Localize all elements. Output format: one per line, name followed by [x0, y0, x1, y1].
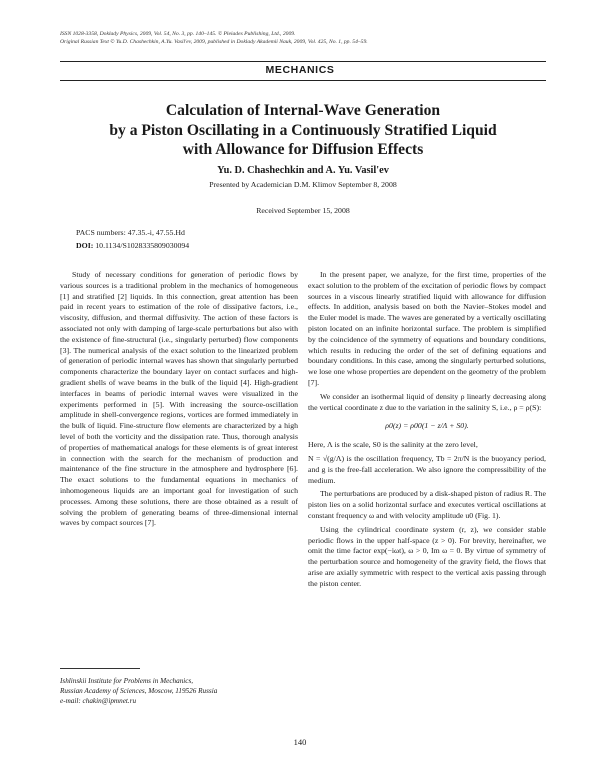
- pacs-block: [76, 226, 189, 252]
- journal-header: [60, 31, 540, 46]
- affiliation-footnote: [60, 676, 217, 706]
- right-paragraph-1: In the present paper, we analyze, for the first time, properties of the exact solution to the problem of the excitation of periodic flows by compact sources in a viscous linearly stratified liquid with allowance for diffusion effects. In addition, analysis based on both the Navier–Stokes model and the Euler model is made. The waves are generated by a vertically oscillating piston located on an infinite horizontal surface. The problem is simplified by the coincidence of the symmetry of equations and boundary conditions, which results in reducing the order of the set of defining equations and boundary conditions. In this case, among the singularly perturbed solutions, we lose one whose properties are dependent on the geometry of the problem [7].: [308, 270, 546, 387]
- footnote-line-2: Russian Academy of Sciences, Moscow, 119526 Russia: [60, 687, 218, 695]
- section-rule-top: [60, 61, 546, 62]
- right-paragraph-3: Here, Λ is the scale, S0 is the salinity at the zero level,: [308, 440, 478, 450]
- section-heading: MECHANICS: [265, 64, 335, 76]
- right-paragraph-6: Using the cylindrical coordinate system (r, z), we consider stable periodic flows in the upper half-space (z > 0). For brevity, hereinafter, we omit the time factor exp(−iωt), ω > 0, Im ω = 0. By virtue of symmetry of the perturbation source and homogeneity of the gravity field, the flows that arise are axially symmetric with respect to the vertical axis passing through the piston center.: [308, 524, 546, 588]
- left-paragraph-1: Study of necessary conditions for generation of periodic flows by various sources is a traditional problem in the mechanics of homogeneous [1] and stratified [2] liquids. In this connection, great attention has been paid in recent years to estimation of the role of dissipative factors, i.e., viscosity, diffusion, and thermal diffusivity. The action of these factors is associated not only with damping of large-scale perturbations but also with the existence of fine-structural (i.e., singularly perturbed) flow components [3]. The numerical analysis of the exact solution to the linearized problem of generation of periodic internal waves has shown that singularly perturbed components characterize the boundary layer on contact surfaces and high-gradient shells of wave beams in the bulk of the liquid [4]. High-gradient interfaces in beams of periodic internal waves were visualized in the experiments performed in [5]. With increasing the source-oscillation amplitude in shell-convergence regions, vortices are formed immediately in the bulk of liquid. Fine-structure flow elements are characterized by a high level of both the vorticity and the dissipation rate. Thus, thorough analysis of properties of mathematical analogs for these elements is of great interest in connection with the search for the mechanism of production and maintenance of the fine structure in the atmosphere and hydrosphere [6]. The exact solutions to the fundamental equations in mechanics of inhomogeneous liquids are an important goal for investigation of such processes. Among these solutions, there are those obtained as a result of solving the problem of generating beams of three-dimensional internal waves by compact sources [7].: [60, 270, 298, 528]
- journal-header-line-1: ISSN 1028-3358, Doklady Physics, 2009, Vol. 54, No. 3, pp. 140–145. © Pleiades Publishing, Ltd., 2009.: [60, 31, 296, 37]
- left-column: [60, 270, 298, 532]
- presented-by: Presented by Academician D.M. Klimov September 8, 2008: [209, 180, 397, 189]
- right-paragraph-2: We consider an isothermal liquid of density ρ linearly decreasing along the vertical coordinate z due to the variation in the salinity S, i.e., ρ = ρ(S):: [308, 391, 546, 412]
- equation-1: ρ0(z) = ρ00(1 − z/Λ + S0).: [385, 421, 469, 431]
- pacs-value: 47.35.-i, 47.55.Hd: [127, 228, 185, 237]
- title-line-2: by a Piston Oscillating in a Continuously Stratified Liquid: [109, 121, 497, 139]
- title-line-3: with Allowance for Diffusion Effects: [182, 141, 424, 158]
- right-paragraph-4: N = √(g/Λ) is the oscillation frequency, Tb = 2π/N is the buoyancy period, and g is the free-fall acceleration. We also ignore the compressibility of the medium.: [308, 453, 546, 485]
- footnote-rule: [60, 668, 140, 669]
- section-rule-bottom: [60, 80, 546, 81]
- footnote-line-3: e-mail: chakin@ipmnet.ru: [60, 697, 137, 705]
- footnote-line-1: Ishlinskii Institute for Problems in Mechanics,: [60, 677, 194, 685]
- doi-label: DOI:: [76, 241, 94, 250]
- doi-value: 10.1134/S1028335809030094: [95, 241, 190, 250]
- title-line-1: Calculation of Internal-Wave Generation: [165, 102, 441, 119]
- pacs-label: PACS numbers:: [76, 228, 126, 237]
- page-number: 140: [293, 737, 307, 747]
- right-column: [308, 270, 546, 593]
- right-paragraph-5: The perturbations are produced by a disk-shaped piston of radius R. The piston lies on a solid horizontal surface and executes vertical oscillations at constant frequency ω and with velocity amplitude u0 (Fig. 1).: [308, 489, 546, 520]
- journal-header-line-2: Original Russian Text © Yu.D. Chashechkin, A.Yu. Vasil'ev, 2009, published in Doklady Akademii Nauk, 2009, Vol. 425, No. 1, pp. 54–59.: [60, 38, 368, 45]
- paper-title: [60, 101, 546, 160]
- authors: Yu. D. Chashechkin and A. Yu. Vasil'ev: [217, 165, 389, 176]
- received-date: Received September 15, 2008: [256, 206, 350, 215]
